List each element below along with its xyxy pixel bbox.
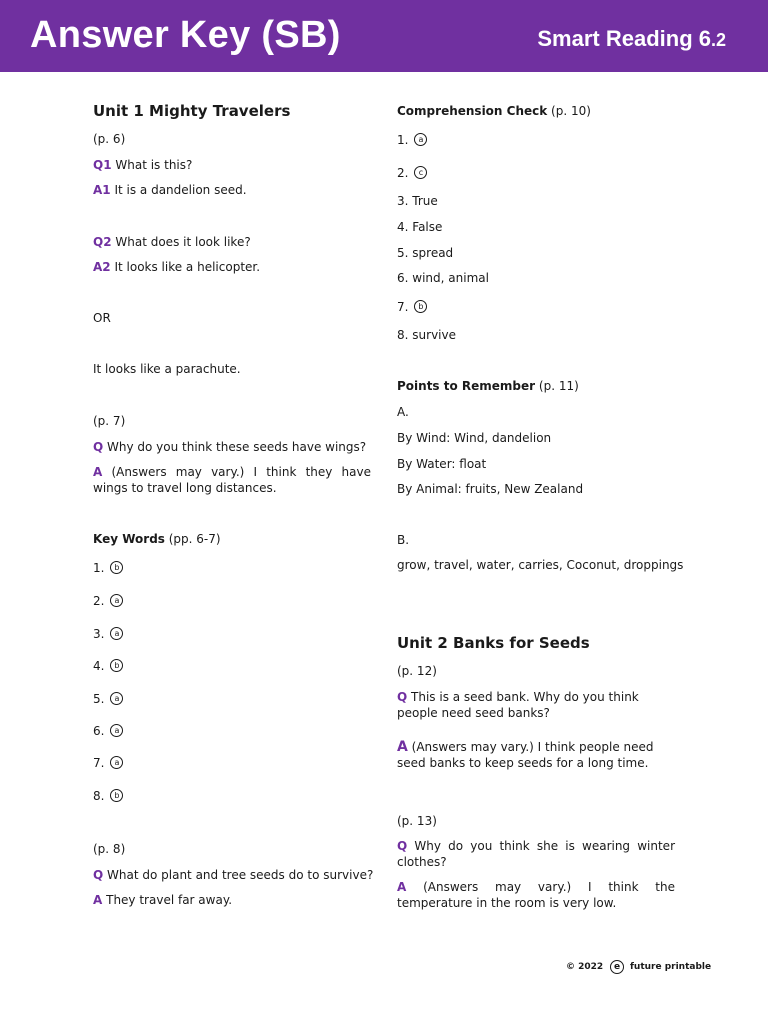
item-num: 8. (397, 328, 409, 342)
item-num: 3. (93, 627, 105, 641)
page-ref-p13: (p. 13) (397, 814, 437, 828)
a1-label: A1 (93, 183, 111, 197)
answer-p12 (397, 740, 675, 771)
part-b-label: B. (397, 533, 410, 547)
circled-answer: b (110, 789, 123, 802)
comprehension-item (397, 271, 675, 287)
unit1-heading: Unit 1 Mighty Travelers (93, 102, 291, 120)
item-num: 6. (93, 724, 105, 738)
item-num: 1. (397, 133, 409, 147)
brand-name (630, 962, 711, 972)
brand-future: future (630, 962, 662, 972)
footer (560, 960, 730, 976)
copyright: © 2022 (566, 962, 604, 972)
page-ref-p8: (p. 8) (93, 842, 126, 856)
q-text: This is a seed bank. Why do you think people need seed banks? (397, 690, 639, 720)
a1-text: It is a dandelion seed. (110, 183, 247, 197)
unit2-heading: Unit 2 Banks for Seeds (397, 634, 590, 652)
points-heading (397, 379, 675, 395)
circled-answer: a (110, 627, 123, 640)
keyword-item (93, 561, 371, 577)
item-answer: wind, animal (412, 271, 489, 285)
keyword-item (93, 789, 371, 805)
or-text: OR (93, 311, 111, 325)
item-num: 5. (397, 246, 409, 260)
question-p7 (93, 440, 371, 456)
comprehension-item (397, 300, 675, 316)
keyword-item (93, 627, 371, 643)
a-label: A (397, 739, 408, 755)
keywords-heading (93, 532, 371, 548)
circled-answer: b (110, 659, 123, 672)
item-num: 6. (397, 271, 409, 285)
by-animal: By Animal: fruits, New Zealand (397, 482, 584, 496)
circled-answer: b (110, 561, 123, 574)
page-ref-p7: (p. 7) (93, 414, 126, 428)
answer-p13 (397, 880, 675, 911)
comprehension-item (397, 328, 675, 344)
q-label: Q (93, 440, 104, 454)
circled-answer: a (110, 724, 123, 737)
page-ref-p6: (p. 6) (93, 132, 126, 146)
item-num: 5. (93, 692, 105, 706)
keywords-pages: (pp. 6-7) (164, 532, 221, 546)
q1-text: What is this? (111, 158, 193, 172)
answer-p7 (93, 465, 371, 496)
answer-a2 (93, 260, 371, 276)
question-p12 (397, 690, 675, 721)
part-a-label: A. (397, 405, 409, 419)
comprehension-item (397, 166, 675, 182)
points-title: Points to Remember (397, 379, 536, 393)
q-text: Why do you think these seeds have wings? (103, 440, 367, 454)
a2-text: It looks like a helicopter. (110, 260, 261, 274)
item-num: 2. (397, 166, 409, 180)
comprehension-heading (397, 104, 675, 120)
alt-answer: It looks like a parachute. (93, 362, 241, 376)
comprehension-item (397, 194, 675, 210)
item-num: 4. (397, 220, 409, 234)
item-answer: True (412, 194, 438, 208)
item-answer: spread (412, 246, 454, 260)
comprehension-page: (p. 10) (547, 104, 591, 118)
a-text: (Answers may vary.) I think people need seed banks to keep seeds for a long time. (397, 740, 654, 770)
circled-answer: b (414, 300, 427, 313)
item-num: 2. (93, 594, 105, 608)
item-num: 8. (93, 789, 105, 803)
keyword-item (93, 756, 371, 772)
circled-answer: a (110, 756, 123, 769)
a-text: (Answers may vary.) I think they have wings to travel long distances. (93, 465, 371, 495)
brand-printable: printable (661, 962, 712, 972)
q2-label: Q2 (93, 235, 112, 249)
by-wind: By Wind: Wind, dandelion (397, 431, 552, 445)
comprehension-title: Comprehension Check (397, 104, 548, 118)
question-q1 (93, 158, 371, 174)
circled-answer: c (414, 166, 427, 179)
comprehension-item (397, 133, 675, 149)
comprehension-item (397, 220, 675, 236)
circled-answer: a (110, 594, 123, 607)
q-label: Q (93, 868, 104, 882)
q-text: What do plant and tree seeds do to survive? (103, 868, 374, 882)
item-num: 7. (93, 756, 105, 770)
keyword-item (93, 659, 371, 675)
brand-logo-icon: e (610, 960, 624, 974)
item-answer: False (412, 220, 443, 234)
keyword-item (93, 724, 371, 740)
points-page: (p. 11) (535, 379, 579, 393)
keyword-item (93, 594, 371, 610)
question-p13 (397, 839, 675, 870)
keyword-item (93, 692, 371, 708)
circled-answer: a (414, 133, 427, 146)
keywords-title: Key Words (93, 532, 165, 546)
a-text: (Answers may vary.) I think the temperature in the room is very low. (397, 880, 675, 910)
question-q2 (93, 235, 371, 251)
a-label: A (93, 465, 103, 479)
q2-text: What does it look like? (111, 235, 251, 249)
a-text: They travel far away. (102, 893, 233, 907)
q-label: Q (397, 839, 408, 853)
by-water: By Water: float (397, 457, 487, 471)
item-answer: survive (412, 328, 456, 342)
a-label: A (93, 893, 103, 907)
item-num: 7. (397, 300, 409, 314)
circled-answer: a (110, 692, 123, 705)
answer-p8 (93, 893, 371, 909)
book-name: Smart Reading 6 (537, 26, 711, 51)
item-num: 1. (93, 561, 105, 575)
comprehension-item (397, 246, 675, 262)
a2-label: A2 (93, 260, 111, 274)
q-label: Q (397, 690, 408, 704)
page-header (0, 0, 768, 72)
book-version: .2 (710, 30, 726, 50)
answer-a1 (93, 183, 371, 199)
book-title (537, 26, 726, 52)
item-num: 4. (93, 659, 105, 673)
part-b-answer: grow, travel, water, carries, Coconut, droppings (397, 558, 684, 572)
page-ref-p12: (p. 12) (397, 664, 437, 678)
item-num: 3. (397, 194, 409, 208)
a-label: A (397, 880, 407, 894)
q1-label: Q1 (93, 158, 112, 172)
question-p8 (93, 868, 374, 884)
q-text: Why do you think she is wearing winter clothes? (397, 839, 675, 869)
page-title: Answer Key (SB) (30, 14, 341, 56)
